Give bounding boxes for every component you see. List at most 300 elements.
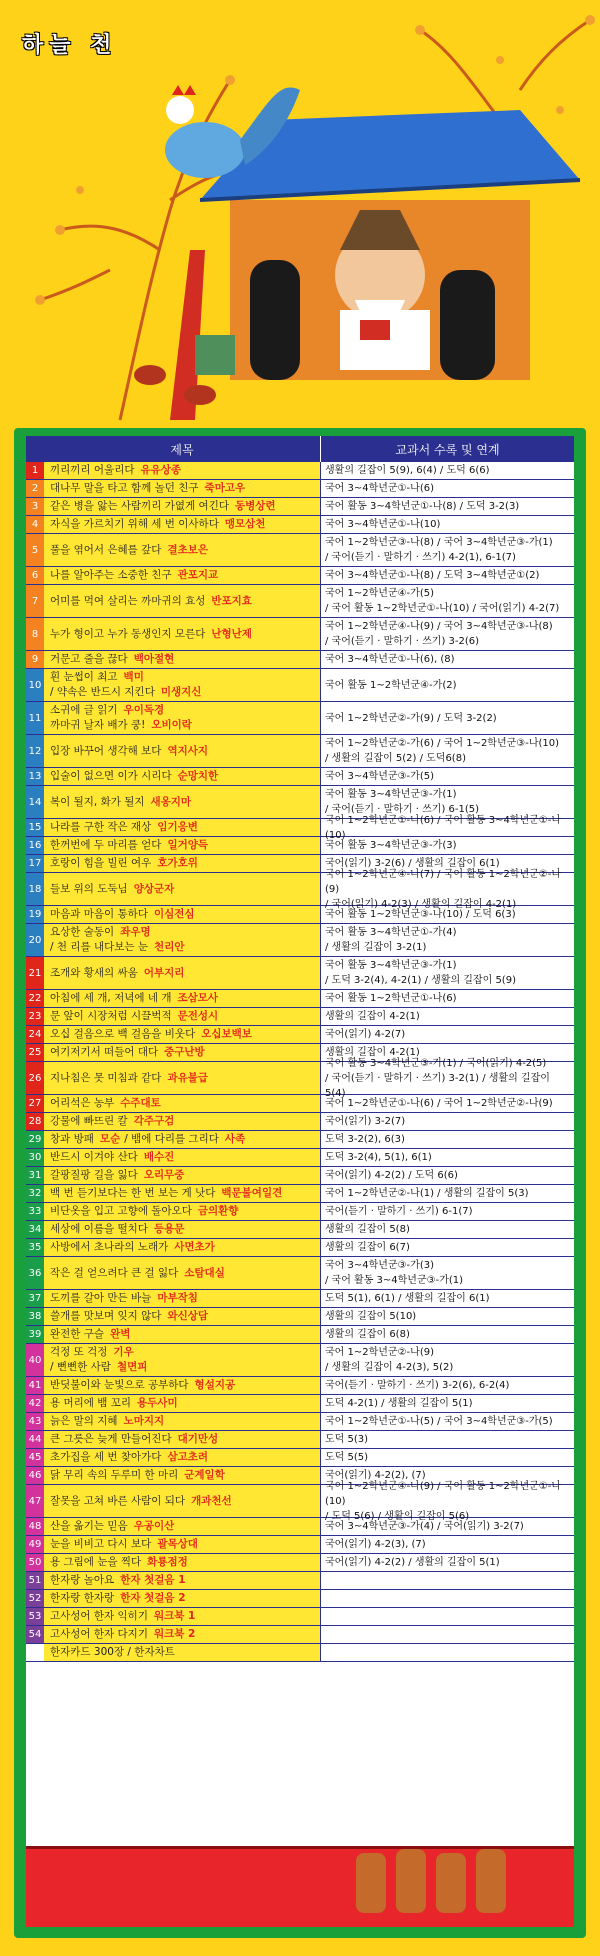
link-line: / 국어 활동 3~4학년군③-가(1) bbox=[325, 1275, 464, 1286]
table-row bbox=[26, 1167, 574, 1185]
row-number: 3 bbox=[26, 498, 44, 515]
idiom-text: 양상군자 bbox=[133, 882, 175, 895]
row-textbook-link bbox=[320, 1185, 574, 1202]
idiom-text: 각주구검 bbox=[133, 1115, 175, 1127]
link-line: / 국어(듣기 · 말하기 · 쓰기) 3-2(6) bbox=[325, 636, 480, 647]
idiom-text: 군계일학 bbox=[184, 1469, 225, 1481]
title-text: 한자카드 300장 / 한자차트 bbox=[50, 1646, 175, 1658]
table-row bbox=[26, 651, 574, 669]
row-textbook-link bbox=[320, 1326, 574, 1343]
link-line: 국어 활동 1~2학년군③-나(10) / 도덕 6(3) bbox=[325, 909, 516, 920]
table-row bbox=[26, 1185, 574, 1203]
title-text: 창과 방패 bbox=[50, 1133, 94, 1145]
title-text: 눈을 비비고 다시 보다 bbox=[50, 1538, 152, 1550]
row-number bbox=[26, 1644, 44, 1661]
idiom-text: 개과천선 bbox=[191, 1494, 232, 1507]
row-textbook-link bbox=[320, 814, 574, 841]
idiom-text: 백미 bbox=[123, 671, 144, 683]
link-line: 국어 1~2학년군②-나(9) bbox=[325, 1347, 434, 1358]
idiom-text: 일거양득 bbox=[167, 839, 209, 851]
row-number: 46 bbox=[26, 1467, 44, 1484]
title-text: 초가집을 세 번 찾아가다 bbox=[50, 1451, 162, 1463]
table-row bbox=[26, 1008, 574, 1026]
row-textbook-link bbox=[320, 1413, 574, 1430]
title-text: 강물에 빠뜨린 칼 bbox=[50, 1115, 128, 1127]
row-number: 49 bbox=[26, 1536, 44, 1553]
table-row bbox=[26, 1308, 574, 1326]
table-row bbox=[26, 567, 574, 585]
row-number: 39 bbox=[26, 1326, 44, 1343]
link-line: 국어(읽기) 4-2(2), (7) bbox=[325, 1470, 426, 1481]
title-text: 용 머리에 뱀 꼬리 bbox=[50, 1397, 132, 1409]
row-textbook-link bbox=[320, 1095, 574, 1112]
table-row bbox=[26, 1326, 574, 1344]
title-text: 닭 무리 속의 두루미 한 마리 bbox=[50, 1469, 179, 1481]
title-text: 갈팡질팡 길을 잃다 bbox=[50, 1169, 138, 1181]
table-row bbox=[26, 957, 574, 990]
row-textbook-link bbox=[320, 1518, 574, 1535]
row-textbook-link bbox=[320, 1608, 574, 1625]
table-row bbox=[26, 585, 574, 618]
row-title bbox=[44, 735, 320, 767]
link-line: 국어 3~4학년군①-나(6), (8) bbox=[325, 654, 455, 665]
row-number: 19 bbox=[26, 906, 44, 923]
link-line: 국어 1~2학년군④-나(9) / 국어 활동 1~2학년군①-나(10) bbox=[325, 1480, 562, 1507]
table-row bbox=[26, 1395, 574, 1413]
title-text: / 약속은 반드시 지킨다 bbox=[50, 686, 155, 698]
idiom-text: 마부작침 bbox=[157, 1292, 198, 1304]
row-number: 29 bbox=[26, 1131, 44, 1148]
table-row bbox=[26, 1431, 574, 1449]
title-text: 사방에서 초나라의 노래가 bbox=[50, 1241, 169, 1253]
title-text: 반드시 이겨야 산다 bbox=[50, 1151, 138, 1163]
row-number: 47 bbox=[26, 1485, 44, 1517]
idiom-text: 오십보백보 bbox=[201, 1028, 252, 1040]
row-number: 41 bbox=[26, 1377, 44, 1394]
table-row bbox=[26, 1377, 574, 1395]
table-row bbox=[26, 1590, 574, 1608]
table-row bbox=[26, 735, 574, 768]
row-textbook-link bbox=[320, 516, 574, 533]
title-text: 들보 위의 도둑님 bbox=[50, 882, 128, 895]
title-text: 쓸개를 맛보며 잊지 않다 bbox=[50, 1310, 162, 1322]
title-text: 문 앞이 시장처럼 시끌벅적 bbox=[50, 1010, 172, 1022]
idiom-text: 백문불여일견 bbox=[221, 1187, 283, 1199]
row-number: 6 bbox=[26, 567, 44, 584]
row-number: 5 bbox=[26, 534, 44, 566]
link-line: 생활의 길잡이 5(9), 6(4) / 도덕 6(6) bbox=[325, 465, 490, 476]
table-row bbox=[26, 868, 574, 910]
idiom-text: 결초보은 bbox=[167, 543, 209, 556]
row-title bbox=[44, 1257, 320, 1289]
row-number: 2 bbox=[26, 480, 44, 497]
row-textbook-link bbox=[320, 1554, 574, 1571]
row-title bbox=[44, 462, 320, 479]
row-title bbox=[44, 1149, 320, 1166]
table-row bbox=[26, 1608, 574, 1626]
row-number: 45 bbox=[26, 1449, 44, 1466]
idiom-text: 사족 bbox=[224, 1133, 246, 1145]
link-line: 국어 1~2학년군④-나(9) / 국어 3~4학년군③-나(8) bbox=[325, 621, 553, 632]
idiom-text: 미생지신 bbox=[160, 686, 202, 698]
link-line: / 생활의 길잡이 5(2) / 도덕6(8) bbox=[325, 753, 466, 764]
row-title bbox=[44, 906, 320, 923]
link-line: / 도덕 5(6) / 생활의 길잡이 5(6) bbox=[325, 1510, 470, 1522]
row-number: 37 bbox=[26, 1290, 44, 1307]
title-text: 조개와 황새의 싸움 bbox=[50, 966, 138, 979]
table-row bbox=[26, 702, 574, 735]
link-line: 국어 3~4학년군③-가(5) bbox=[325, 771, 434, 782]
link-line: / 생활의 길잡이 4-2(3), 5(2) bbox=[325, 1362, 454, 1373]
link-line: 국어 1~2학년군①-나(6) / 국어 1~2학년군②-나(9) bbox=[325, 1098, 553, 1109]
row-number: 24 bbox=[26, 1026, 44, 1043]
row-textbook-link bbox=[320, 1203, 574, 1220]
table-header bbox=[26, 436, 574, 462]
link-line: 도덕 4-2(1) / 생활의 길잡이 5(1) bbox=[325, 1398, 473, 1409]
row-textbook-link bbox=[320, 462, 574, 479]
idiom-text: 새옹지마 bbox=[150, 795, 192, 808]
table-row bbox=[26, 1057, 574, 1099]
title-text: 같은 병을 앓는 사람끼리 가엾게 여긴다 bbox=[50, 500, 229, 512]
idiom-text: 좌우명 bbox=[120, 926, 151, 938]
idiom-text: 유유상종 bbox=[140, 464, 182, 476]
row-title bbox=[44, 768, 320, 785]
idiom-text: 호가호위 bbox=[157, 857, 198, 869]
row-title bbox=[44, 1572, 320, 1589]
row-title bbox=[44, 786, 320, 818]
link-line: 국어 활동 3~4학년군③-가(1) bbox=[325, 789, 457, 800]
link-line: 국어 3~4학년군③-가(3) bbox=[325, 1260, 434, 1271]
idiom-text: 화룡점정 bbox=[147, 1556, 188, 1568]
row-number: 48 bbox=[26, 1518, 44, 1535]
table-row bbox=[26, 1113, 574, 1131]
link-line: 국어 활동 3~4학년군①-나(8) / 도덕 3-2(3) bbox=[325, 501, 520, 512]
table-row bbox=[26, 990, 574, 1008]
bottom-band bbox=[26, 1846, 574, 1927]
link-line: 국어 1~2학년군④-가(5) bbox=[325, 588, 434, 599]
row-title bbox=[44, 1590, 320, 1607]
link-line: 국어 1~2학년군②-가(6) / 국어 1~2학년군③-나(10) bbox=[325, 738, 560, 749]
idiom-text: 와신상담 bbox=[167, 1310, 209, 1322]
link-line: 국어 1~2학년군④-나(7) / 국어 활동 1~2학년군②-나(9) bbox=[325, 868, 562, 895]
row-title bbox=[44, 702, 320, 734]
row-title bbox=[44, 1644, 320, 1661]
link-line: 국어 1~2학년군②-가(9) / 도덕 3-2(2) bbox=[325, 712, 497, 724]
row-number: 54 bbox=[26, 1626, 44, 1643]
row-title bbox=[44, 873, 320, 905]
row-number: 22 bbox=[26, 990, 44, 1007]
row-title bbox=[44, 1044, 320, 1061]
table-row bbox=[26, 669, 574, 702]
row-title bbox=[44, 1518, 320, 1535]
link-line: 도덕 5(3) bbox=[325, 1434, 369, 1445]
idiom-text: 워크북 2 bbox=[153, 1628, 196, 1640]
link-line: 국어 활동 3~4학년군③-가(1) bbox=[325, 960, 457, 971]
row-title bbox=[44, 1413, 320, 1430]
table-row bbox=[26, 1203, 574, 1221]
idiom-text: 기우 bbox=[113, 1346, 134, 1358]
row-textbook-link bbox=[320, 1131, 574, 1148]
link-line: 국어 활동 3~4학년군①-가(4) bbox=[325, 927, 457, 938]
idiom-text: 이심전심 bbox=[153, 908, 195, 920]
title-text: 대나무 말을 타고 함께 놀던 친구 bbox=[50, 482, 199, 494]
link-line: 국어(읽기) 3-2(6) / 생활의 길잡이 6(1) bbox=[325, 858, 500, 869]
idiom-text: 조삼모사 bbox=[177, 992, 219, 1004]
row-number: 8 bbox=[26, 618, 44, 650]
row-number: 21 bbox=[26, 957, 44, 989]
title-text: 완전한 구슬 bbox=[50, 1328, 105, 1340]
title-text: 입장 바꾸어 생각해 보다 bbox=[50, 744, 162, 757]
row-title bbox=[44, 1395, 320, 1412]
title-text: 요상한 술동이 bbox=[50, 926, 115, 938]
link-line: / 국어(읽기) 4-2(3) / 생활의 길잡이 4-2(1) bbox=[325, 898, 517, 910]
link-line: 국어 1~2학년군③-나(8) / 국어 3~4학년군③-가(1) bbox=[325, 537, 553, 548]
idiom-text: 용두사미 bbox=[137, 1397, 178, 1409]
title-text: 여기저기서 떠들어 대다 bbox=[50, 1046, 159, 1058]
title-text: 한자랑 놀아요 bbox=[50, 1574, 115, 1586]
link-line: 도덕 3-2(4), 5(1), 6(1) bbox=[325, 1152, 432, 1163]
row-textbook-link bbox=[320, 498, 574, 515]
idiom-text: 노마지지 bbox=[123, 1415, 165, 1427]
title-text: 잘못을 고쳐 바른 사람이 되다 bbox=[50, 1494, 186, 1507]
row-number: 26 bbox=[26, 1062, 44, 1094]
row-title bbox=[44, 498, 320, 515]
row-title bbox=[44, 1131, 320, 1148]
row-number: 51 bbox=[26, 1572, 44, 1589]
idiom-text: 우공이산 bbox=[133, 1520, 175, 1532]
table-row bbox=[26, 462, 574, 480]
link-line: / 국어(듣기 · 말하기 · 쓰기) 3-2(1) / 생활의 길잡이 5(4) bbox=[325, 1072, 550, 1099]
link-line: 국어 1~2학년군①-나(6) / 국어 활동 3~4학년군①-나(10) bbox=[325, 814, 562, 841]
title-text: 끼리끼리 어울리다 bbox=[50, 464, 135, 476]
title-text: 산을 옮기는 믿음 bbox=[50, 1520, 128, 1532]
row-number: 32 bbox=[26, 1185, 44, 1202]
title-text: 풀을 엮어서 은혜를 갚다 bbox=[50, 543, 162, 556]
table-row bbox=[26, 837, 574, 855]
idiom-text: 대기만성 bbox=[177, 1433, 219, 1445]
row-title bbox=[44, 1026, 320, 1043]
title-text: 어리석은 농부 bbox=[50, 1097, 115, 1109]
title-text: 입술이 없으면 이가 시리다 bbox=[50, 770, 172, 782]
link-line: / 국어 활동 1~2학년군①-나(10) / 국어(읽기) 4-2(7) bbox=[325, 603, 560, 614]
row-number: 23 bbox=[26, 1008, 44, 1025]
idiom-text: 형설지공 bbox=[194, 1379, 236, 1391]
row-textbook-link bbox=[320, 1008, 574, 1025]
row-textbook-link bbox=[320, 735, 574, 767]
row-title bbox=[44, 1344, 320, 1376]
title-text: 고사성어 한자 다지기 bbox=[50, 1628, 148, 1640]
row-textbook-link bbox=[320, 1449, 574, 1466]
title-text: 한자랑 한자랑 bbox=[50, 1592, 115, 1604]
row-number: 16 bbox=[26, 837, 44, 854]
row-title bbox=[44, 1239, 320, 1256]
row-title bbox=[44, 819, 320, 836]
header-illustration bbox=[0, 0, 600, 428]
title-text: 걱정 또 걱정 bbox=[50, 1346, 108, 1358]
row-title bbox=[44, 1431, 320, 1448]
row-textbook-link bbox=[320, 1239, 574, 1256]
row-number: 31 bbox=[26, 1167, 44, 1184]
row-textbook-link bbox=[320, 1113, 574, 1130]
row-title bbox=[44, 669, 320, 701]
row-textbook-link bbox=[320, 990, 574, 1007]
link-line: 생활의 길잡이 6(7) bbox=[325, 1242, 410, 1253]
link-line: 국어(읽기) 4-2(3), (7) bbox=[325, 1539, 426, 1550]
title-text: / 천 리를 내다보는 눈 bbox=[50, 941, 149, 953]
idiom-text: 완벽 bbox=[110, 1328, 131, 1340]
row-number: 50 bbox=[26, 1554, 44, 1571]
idiom-text: 삼고초려 bbox=[167, 1451, 209, 1463]
contents-table bbox=[26, 436, 574, 1846]
title-text: 세상에 이름을 떨치다 bbox=[50, 1223, 148, 1235]
row-number: 28 bbox=[26, 1113, 44, 1130]
title-text: 어미를 먹여 살리는 까마귀의 효성 bbox=[50, 594, 206, 607]
row-textbook-link bbox=[320, 1480, 574, 1522]
title-text: 비단옷을 입고 고향에 돌아오다 bbox=[50, 1205, 192, 1217]
table-row bbox=[26, 1344, 574, 1377]
row-title bbox=[44, 516, 320, 533]
idiom-text: 과유불급 bbox=[167, 1071, 209, 1084]
row-textbook-link bbox=[320, 1572, 574, 1589]
row-textbook-link bbox=[320, 1149, 574, 1166]
row-number: 34 bbox=[26, 1221, 44, 1238]
table-row bbox=[26, 1095, 574, 1113]
row-title bbox=[44, 1221, 320, 1238]
row-number: 53 bbox=[26, 1608, 44, 1625]
row-title bbox=[44, 1167, 320, 1184]
title-text: 아침에 세 개, 저녁에 네 개 bbox=[50, 992, 172, 1004]
row-title bbox=[44, 585, 320, 617]
row-textbook-link bbox=[320, 1026, 574, 1043]
title-text: 오십 걸음으로 백 걸음을 비웃다 bbox=[50, 1028, 196, 1040]
row-number: 35 bbox=[26, 1239, 44, 1256]
table-row bbox=[26, 1221, 574, 1239]
row-number: 52 bbox=[26, 1590, 44, 1607]
link-line: 국어(읽기) 4-2(2) / 생활의 길잡이 5(1) bbox=[325, 1557, 500, 1568]
idiom-text: 배수진 bbox=[143, 1151, 175, 1163]
row-title bbox=[44, 1326, 320, 1343]
row-textbook-link bbox=[320, 1257, 574, 1289]
link-line: 국어 3~4학년군①-나(6) bbox=[325, 483, 434, 494]
idiom-text: 오비이락 bbox=[151, 719, 192, 731]
row-title bbox=[44, 1113, 320, 1130]
row-number: 17 bbox=[26, 855, 44, 872]
row-title bbox=[44, 1290, 320, 1307]
row-title bbox=[44, 651, 320, 668]
temple-illustration bbox=[0, 0, 600, 428]
row-title bbox=[44, 567, 320, 584]
title-text: 고사성어 한자 익히기 bbox=[50, 1610, 148, 1622]
table-row bbox=[26, 1131, 574, 1149]
row-number: 44 bbox=[26, 1431, 44, 1448]
link-line: 국어 1~2학년군①-나(5) / 국어 3~4학년군③-가(5) bbox=[325, 1416, 553, 1427]
link-line: 국어 활동 1~2학년군①-나(6) bbox=[325, 993, 457, 1004]
row-title bbox=[44, 1008, 320, 1025]
row-number: 7 bbox=[26, 585, 44, 617]
title-text: 용 그림에 눈을 찍다 bbox=[50, 1556, 142, 1568]
idiom-text: 소탐대실 bbox=[184, 1266, 225, 1279]
row-title bbox=[44, 1554, 320, 1571]
row-textbook-link bbox=[320, 957, 574, 989]
title-text: 자식을 가르치기 위해 세 번 이사하다 bbox=[50, 518, 219, 530]
idiom-text: 등용문 bbox=[153, 1223, 185, 1235]
idiom-text: 죽마고우 bbox=[204, 482, 246, 494]
row-title bbox=[44, 1626, 320, 1643]
idiom-text: 오리무중 bbox=[143, 1169, 185, 1181]
link-line: 국어 활동 3~4학년군③-가(1) / 국어(읽기) 4-2(5) bbox=[325, 1057, 547, 1069]
link-line: 국어 1~2학년군②-나(1) / 생활의 길잡이 5(3) bbox=[325, 1188, 529, 1199]
link-line: 국어 3~4학년군①-나(10) bbox=[325, 519, 441, 530]
title-text: / 뱀에 다리를 그리다 bbox=[124, 1133, 219, 1145]
row-number: 20 bbox=[26, 924, 44, 956]
title-text: 작은 걸 얻으려다 큰 걸 잃다 bbox=[50, 1266, 179, 1279]
link-line: 국어 3~4학년군①-나(8) / 도덕 3~4학년군①(2) bbox=[325, 570, 540, 581]
title-text: 지나침은 못 미침과 같다 bbox=[50, 1071, 162, 1084]
link-line: 생활의 길잡이 4-2(1) bbox=[325, 1047, 420, 1058]
link-line: / 생활의 길잡이 3-2(1) bbox=[325, 942, 427, 953]
table-row bbox=[26, 618, 574, 651]
book-title: 하늘 천 bbox=[22, 33, 118, 58]
table-row bbox=[26, 498, 574, 516]
link-line: 도덕 3-2(2), 6(3) bbox=[325, 1134, 405, 1145]
title-text: 거문고 줄을 끊다 bbox=[50, 653, 128, 665]
idiom-text: 한자 첫걸음 2 bbox=[120, 1592, 186, 1604]
row-textbook-link bbox=[320, 1221, 574, 1238]
row-number: 4 bbox=[26, 516, 44, 533]
link-line: 국어(읽기) 4-2(7) bbox=[325, 1029, 406, 1040]
title-text: 복이 될지, 화가 될지 bbox=[50, 795, 145, 808]
table-row bbox=[26, 814, 574, 841]
row-textbook-link bbox=[320, 1590, 574, 1607]
row-number: 12 bbox=[26, 735, 44, 767]
row-number: 9 bbox=[26, 651, 44, 668]
row-title bbox=[44, 618, 320, 650]
idiom-text: 수주대토 bbox=[120, 1097, 161, 1109]
idiom-text: 반포지효 bbox=[211, 594, 252, 607]
link-line: 국어 활동 1~2학년군④-가(2) bbox=[325, 679, 457, 691]
row-textbook-link bbox=[320, 1344, 574, 1376]
idiom-text: 우이독경 bbox=[123, 704, 165, 716]
link-line: 생활의 길잡이 6(8) bbox=[325, 1329, 410, 1340]
table-row bbox=[26, 924, 574, 957]
row-title bbox=[44, 1608, 320, 1625]
table-body bbox=[26, 462, 574, 1662]
row-title bbox=[44, 1095, 320, 1112]
row-number: 43 bbox=[26, 1413, 44, 1430]
title-text: / 뻔뻔한 사람 bbox=[50, 1361, 111, 1373]
row-title bbox=[44, 1185, 320, 1202]
title-text: 누가 형이고 누가 동생인지 모른다 bbox=[50, 627, 206, 640]
idiom-text: 순망치한 bbox=[177, 770, 219, 782]
title-text: 반딧불이와 눈빛으로 공부하다 bbox=[50, 1379, 189, 1391]
row-textbook-link bbox=[320, 906, 574, 923]
row-number: 25 bbox=[26, 1044, 44, 1061]
table-row bbox=[26, 1572, 574, 1590]
link-line: 국어(듣기 · 말하기 · 쓰기) 6-1(7) bbox=[325, 1206, 473, 1217]
idiom-text: 맹모삼천 bbox=[224, 518, 266, 530]
row-number: 11 bbox=[26, 702, 44, 734]
title-text: 나를 알아주는 소중한 친구 bbox=[50, 569, 172, 581]
row-title bbox=[44, 534, 320, 566]
row-title bbox=[44, 480, 320, 497]
title-text: 마음과 마음이 통하다 bbox=[50, 908, 148, 920]
row-number: 30 bbox=[26, 1149, 44, 1166]
row-title bbox=[44, 924, 320, 956]
table-row bbox=[26, 480, 574, 498]
row-number: 40 bbox=[26, 1344, 44, 1376]
idiom-text: 한자 첫걸음 1 bbox=[120, 1574, 186, 1586]
header-title-column: 제목 bbox=[170, 442, 194, 457]
